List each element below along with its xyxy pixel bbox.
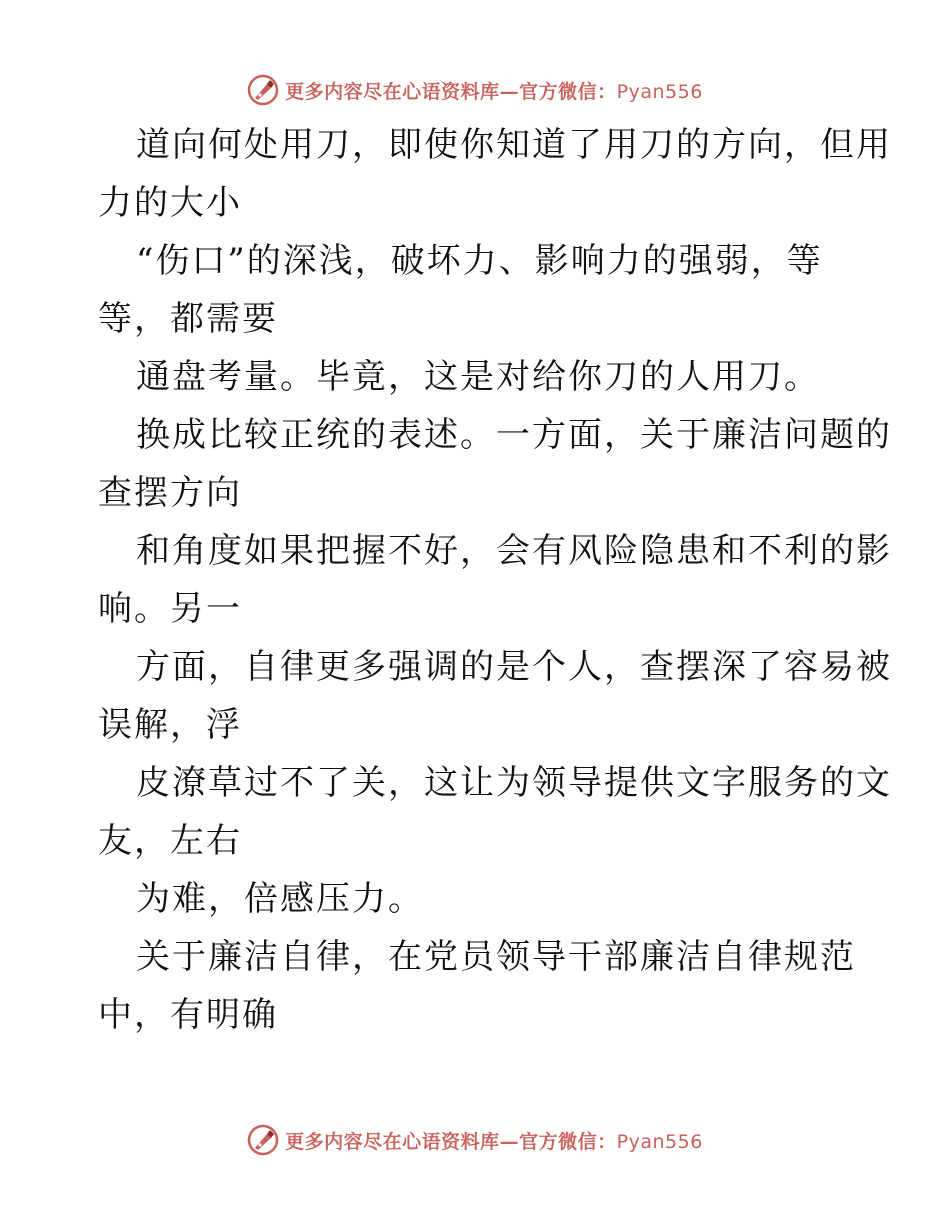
text-line: 误解，浮 bbox=[98, 705, 242, 745]
text-line: 皮潦草过不了关，这让为领导提供文字服务的文 bbox=[136, 763, 892, 803]
text-line: 响。另一 bbox=[98, 589, 242, 629]
text-line: 友，左右 bbox=[98, 821, 242, 861]
text-line: 方面，自律更多强调的是个人，查摆深了容易被 bbox=[136, 647, 892, 687]
text-line: 力的大小 bbox=[98, 183, 242, 223]
banner-text: 更多内容尽在心语资料库—官方微信：Pyan556 bbox=[285, 80, 703, 103]
text-line: 为难，倍感压力。 bbox=[136, 879, 424, 919]
text-line: 等，都需要 bbox=[98, 299, 278, 339]
text-line: 通盘考量。毕竟，这是对给你刀的人用刀。 bbox=[136, 357, 820, 397]
text-line: 道向何处用刀，即使你知道了用刀的方向，但用 bbox=[136, 125, 892, 165]
text-line: 关于廉洁自律，在党员领导干部廉洁自律规范 bbox=[136, 937, 856, 977]
footer-banner bbox=[0, 1120, 950, 1160]
banner-wechat-id: Pyan556 bbox=[616, 80, 703, 103]
footer-banner-text: 更多内容尽在心语资料库—官方微信：Pyan556 bbox=[285, 1130, 703, 1153]
text-line: 换成比较正统的表述。一方面，关于廉洁问题的 bbox=[136, 415, 892, 455]
text-line: 和角度如果把握不好，会有风险隐患和不利的影 bbox=[136, 531, 892, 571]
text-line: “伤口”的深浅，破坏力、影响力的强弱，等 bbox=[136, 241, 823, 281]
document-body bbox=[98, 116, 892, 1044]
header-banner bbox=[0, 70, 950, 110]
pen-nib-logo-icon bbox=[247, 1124, 279, 1156]
footer-wechat-id: Pyan556 bbox=[616, 1130, 703, 1153]
pen-nib-logo-icon bbox=[247, 74, 279, 106]
text-line: 查摆方向 bbox=[98, 473, 242, 513]
text-line: 中，有明确 bbox=[98, 995, 278, 1035]
